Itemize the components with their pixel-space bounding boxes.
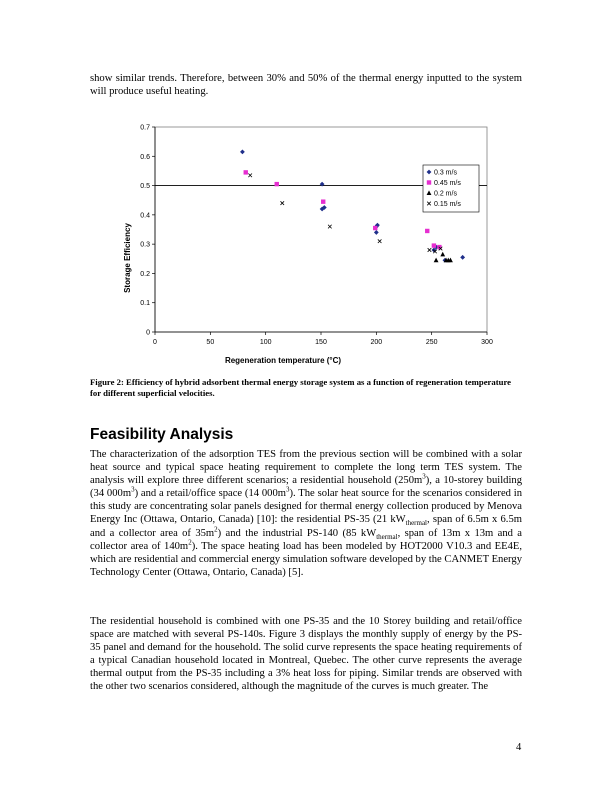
superscript: 2: [214, 525, 218, 534]
data-point: [425, 229, 429, 233]
data-point: [434, 258, 439, 263]
x-tick-label: 200: [370, 339, 383, 346]
chart-x-axis-label: Regeneration temperature (°C): [224, 356, 342, 365]
subscript: thermal: [405, 519, 428, 528]
legend-label: 0.2 m/s: [434, 190, 457, 198]
para1-text: ), a 10-storey building (34 000m: [90, 475, 522, 500]
data-point: [460, 255, 465, 260]
x-tick-label: 50: [206, 339, 215, 346]
x-tick-label: 100: [259, 339, 272, 346]
para1-text: The characterization of the adsorption TES from the previous section will be combined with a solar heat source and typical space heating requirement to complete the long term TES system. The analysis will explore three different scenarios; a residential household (250m: [90, 449, 522, 487]
data-point: [428, 248, 432, 252]
para1-text: ). The solar heat source for the scenarios considered in this study are concentrating solar panels designed for thermal energy collection produced by Menova Energy Inc (Ottawa, Ontario, Canada) [10]: the residential PS-35 (21 kW: [90, 488, 522, 526]
y-tick-label: 0.7: [140, 124, 150, 132]
data-point: [378, 239, 382, 243]
data-point: [248, 174, 252, 178]
chart-svg: [110, 114, 502, 372]
x-tick-label: 150: [315, 339, 327, 346]
data-point: [373, 226, 377, 230]
data-point: [275, 182, 279, 186]
para1-text: ) and a retail/office space (14 000m: [134, 488, 286, 500]
y-tick-label: 0.6: [140, 153, 150, 161]
y-tick-label: 0.4: [140, 212, 150, 220]
chart-y-axis-label: Storage Efficiency: [123, 223, 132, 293]
para1-text: ). The space heating load has been modeled by HOT2000 V10.3 and EE4E, which are residential and commercial energy simulation software developed by the CANMET Energy Technology Center (Ottawa, Ontario, Canada) [5].: [90, 540, 522, 578]
para1-text: ) and the industrial PS-140 (85 kW: [217, 527, 377, 539]
figure-caption: Figure 2: Efficiency of hybrid adsorbent thermal energy storage system as a function of regeneration temperature for different superficial velocities.: [90, 377, 512, 399]
data-point: [280, 201, 284, 205]
superscript: 2: [188, 538, 192, 547]
data-point: [321, 199, 325, 203]
superscript: 3: [285, 485, 290, 494]
subscript: thermal: [376, 532, 398, 541]
legend-label: 0.3 m/s: [434, 169, 457, 177]
data-point: [328, 225, 332, 229]
y-tick-label: 0.1: [140, 300, 150, 308]
para1-text: , span of 6.5m x 6.5m and a collector area of 35m: [90, 514, 522, 539]
data-point: [432, 243, 436, 247]
legend-label: 0.45 m/s: [434, 180, 461, 187]
data-point: [240, 149, 245, 154]
x-tick-label: 250: [425, 339, 438, 346]
chart-legend: [423, 165, 479, 212]
y-tick-label: 0: [146, 329, 150, 337]
legend-label: 0.15 m/s: [434, 201, 461, 208]
chart-ticks: [140, 125, 493, 347]
intro-paragraph: show similar trends. Therefore, between 30% and 50% of the thermal energy inputted to the system will produce useful heating.: [90, 73, 522, 98]
x-tick-label: 300: [481, 339, 493, 346]
body-paragraph-2: The residential household is combined with one PS-35 and the 10 Storey building and retail/office space are matched with several PS-140s. Figure 3 displays the monthly supply of energy by the PS-35 panel and demand for the household. The solid curve represents the space heating requirements of a typical Canadian household located in Montreal, Quebec. The other curve represents the average thermal output from the PS-35 including a 3% heat loss for piping. Similar trends are observed with the other two scenarios considered, although the magnitude of the curves is much greater. The: [90, 616, 522, 693]
y-tick-label: 0.5: [140, 183, 150, 191]
plot-area: [155, 127, 487, 332]
efficiency-scatter-chart: [110, 114, 502, 372]
data-point: [244, 170, 248, 174]
y-tick-label: 0.3: [140, 241, 150, 249]
section-heading: Feasibility Analysis: [90, 426, 234, 443]
page-number: 4: [516, 742, 522, 753]
body-paragraph-1: [90, 448, 522, 579]
superscript: 3: [131, 485, 135, 494]
para1-text: , span of 13m x 13m and a collector area of 140m: [90, 527, 523, 552]
y-tick-label: 0.2: [140, 270, 150, 278]
x-tick-label: 0: [153, 339, 157, 346]
chart-frame: [155, 127, 487, 332]
legend-marker: [427, 180, 431, 184]
data-point: [440, 252, 445, 257]
data-point: [374, 230, 379, 235]
superscript: 3: [422, 472, 426, 481]
